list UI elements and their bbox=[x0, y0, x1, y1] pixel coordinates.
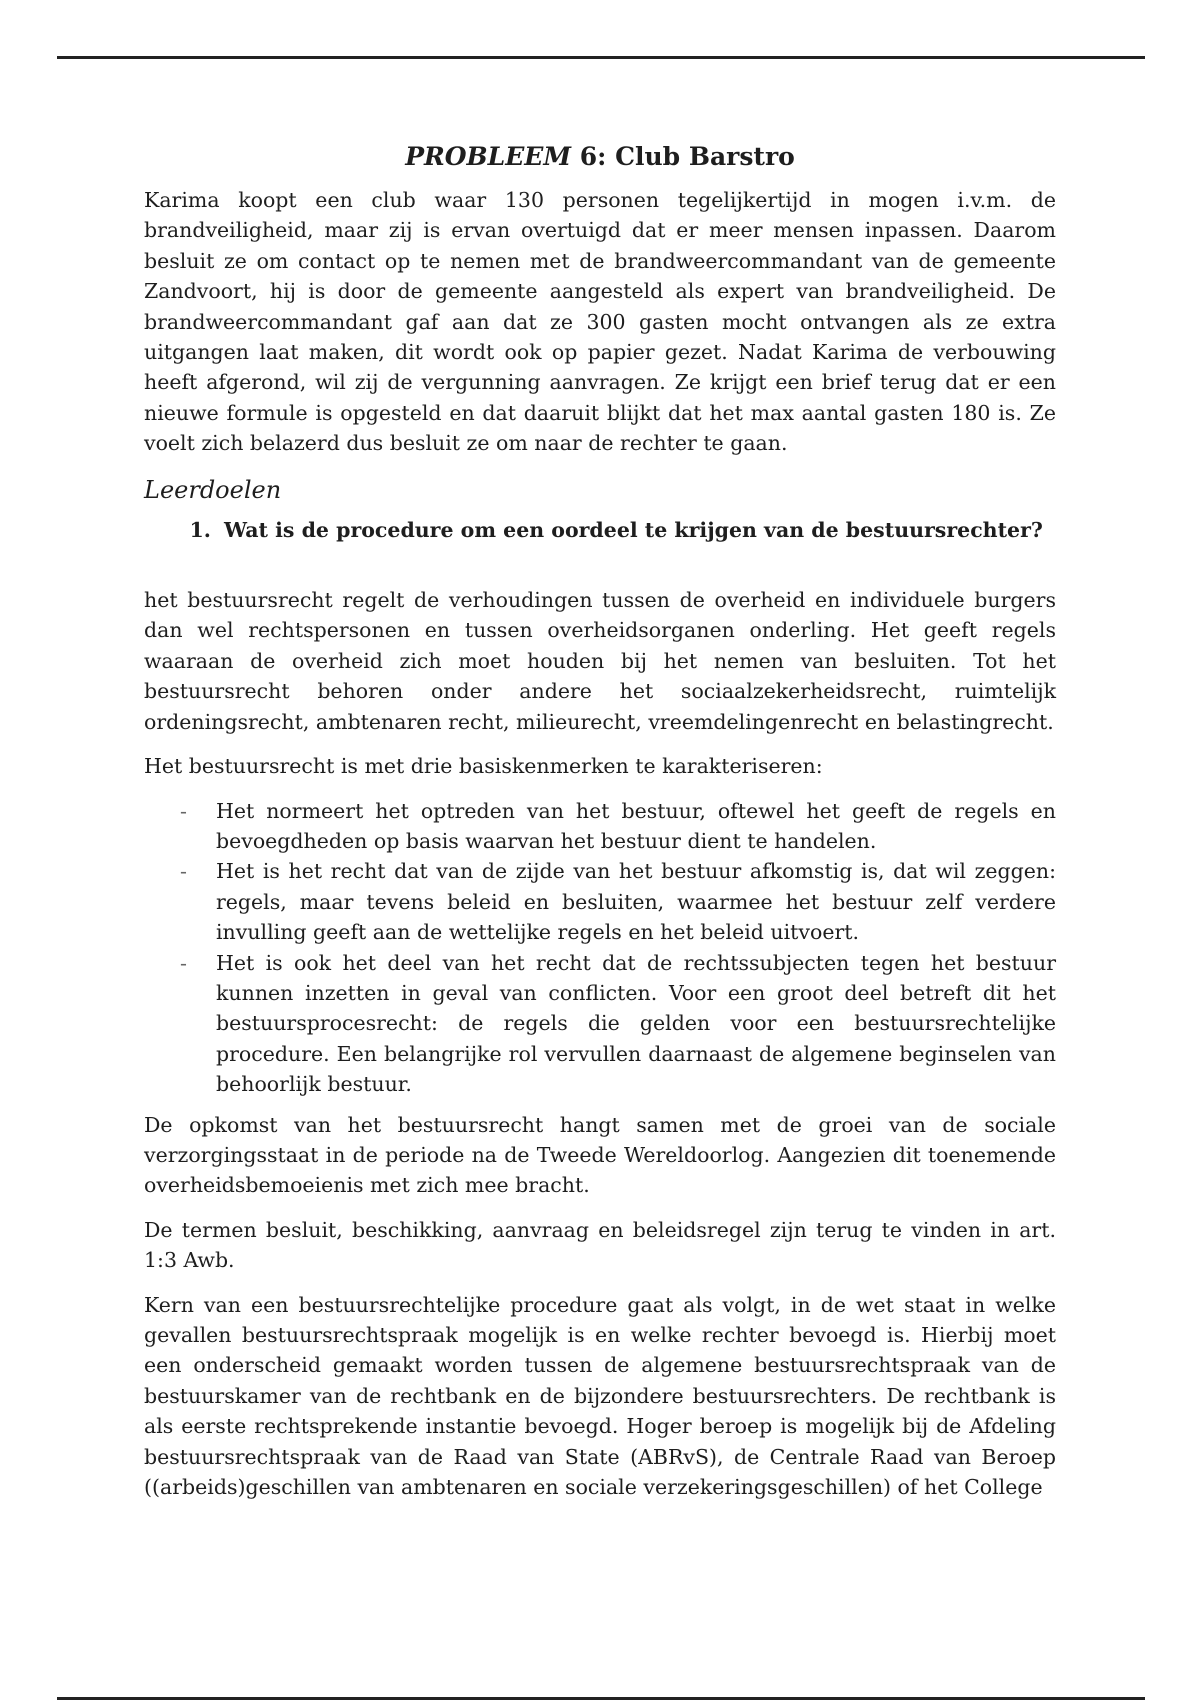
characteristics-list bbox=[144, 796, 1056, 1100]
body-paragraph: De opkomst van het bestuursrecht hangt samen met de groei van de sociale verzorgingsstaat in de periode na de Tweede Wereldoorlog. Aangezien dit toenemende overheidsbemoeienis met zich mee bracht. bbox=[144, 1112, 1056, 1198]
body-paragraph: Kern van een bestuursrechtelijke procedure gaat als volgt, in de wet staat in welke gevallen bestuursrechtspraak mogelijk is en welke rechter bevoegd is. Hierbij moet een onderscheid gemaakt worden tussen de algemene bestuursrechtspraak van de bestuurskamer van de rechtbank en de bijzondere bestuursrechters. De rechtbank is als eerste rechtsprekende instantie bevoegd. Hoger beroep is mogelijk bij de Afdeling bestuursrechtspraak van de Raad van State (ABRvS), de Centrale Raad van Beroep ((arbeids)geschillen van ambtenaren en sociale verzekeringsgeschillen) of het College bbox=[144, 1292, 1056, 1500]
list-item bbox=[180, 856, 1056, 947]
list-item bbox=[180, 796, 1056, 857]
learning-goals-list bbox=[144, 515, 1056, 545]
list-item-text: Het normeert het optreden van het bestuur, oftewel het geeft de regels en bevoegdheden op basis waarvan het bestuur dient te handelen. bbox=[216, 798, 1056, 853]
title-prefix: PROBLEEM bbox=[405, 142, 572, 171]
title-text: 6: Club Barstro bbox=[571, 142, 795, 171]
list-item-text: Het is het recht dat van de zijde van het bestuur afkomstig is, dat wil zeggen: regels, maar tevens beleid en besluiten, waarmee het bestuur zelf verdere invulling geeft aan de wettelijke regels en het beleid uitvoert. bbox=[216, 859, 1056, 945]
dash-bullet-icon: - bbox=[180, 798, 187, 823]
body-paragraph: het bestuursrecht regelt de verhoudingen tussen de overheid en individuele burgers dan wel rechtspersonen en tussen overheidsorganen onderling. Het geeft regels waaraan de overheid zich moet houden bij het nemen van besluiten. Tot het bestuursrecht behoren onder andere het sociaalzekerheidsrecht, ruimtelijk ordeningsrecht, ambtenaren recht, milieurecht, vreemdelingenrecht en belastingrecht. bbox=[144, 588, 1056, 734]
body-paragraph: De termen besluit, beschikking, aanvraag en beleidsregel zijn terug te vinden in art. 1:3 Awb. bbox=[144, 1217, 1056, 1273]
intro-paragraph: Karima koopt een club waar 130 personen tegelijkertijd in mogen i.v.m. de brandveiligheid, maar zij is ervan overtuigd dat er meer mensen inpassen. Daarom besluit ze om contact op te nemen met de brandweercommandant van de gemeente Zandvoort, hij is door de gemeente aangesteld als expert van brandveiligheid. De brandweercommandant gaf aan dat ze 300 gasten mocht ontvangen als ze extra uitgangen laat maken, dit wordt ook op papier gezet. Nadat Karima de verbouwing heeft afgerond, wil zij de vergunning aanvragen. Ze krijgt een brief terug dat er een nieuwe formule is opgesteld en dat daaruit blijkt dat het max aantal gasten 180 is. Ze voelt zich belazerd dus besluit ze om naar de rechter te gaan. bbox=[144, 188, 1056, 456]
learning-goal-item: 1. Wat is de procedure om een oordeel te krijgen van de bestuursrechter? bbox=[218, 515, 1056, 545]
document-body bbox=[144, 140, 1056, 1516]
list-item-text: Het is ook het deel van het recht dat de rechtssubjecten tegen het bestuur kunnen inzetten in geval van conflicten. Voor een groot deel betreft dit het bestuursprocesrecht: de regels die gelden voor een bestuursrechtelijke procedure. Een belangrijke rol vervullen daarnaast de algemene beginselen van behoorlijk bestuur. bbox=[216, 950, 1056, 1097]
dash-bullet-icon: - bbox=[180, 859, 187, 884]
header-rule bbox=[57, 56, 1145, 59]
list-item bbox=[180, 948, 1056, 1100]
dash-bullet-icon: - bbox=[180, 950, 187, 975]
page-title bbox=[144, 140, 1056, 174]
section-heading: Leerdoelen bbox=[144, 475, 282, 504]
body-paragraph: Het bestuursrecht is met drie basiskenmerken te karakteriseren: bbox=[144, 754, 823, 779]
